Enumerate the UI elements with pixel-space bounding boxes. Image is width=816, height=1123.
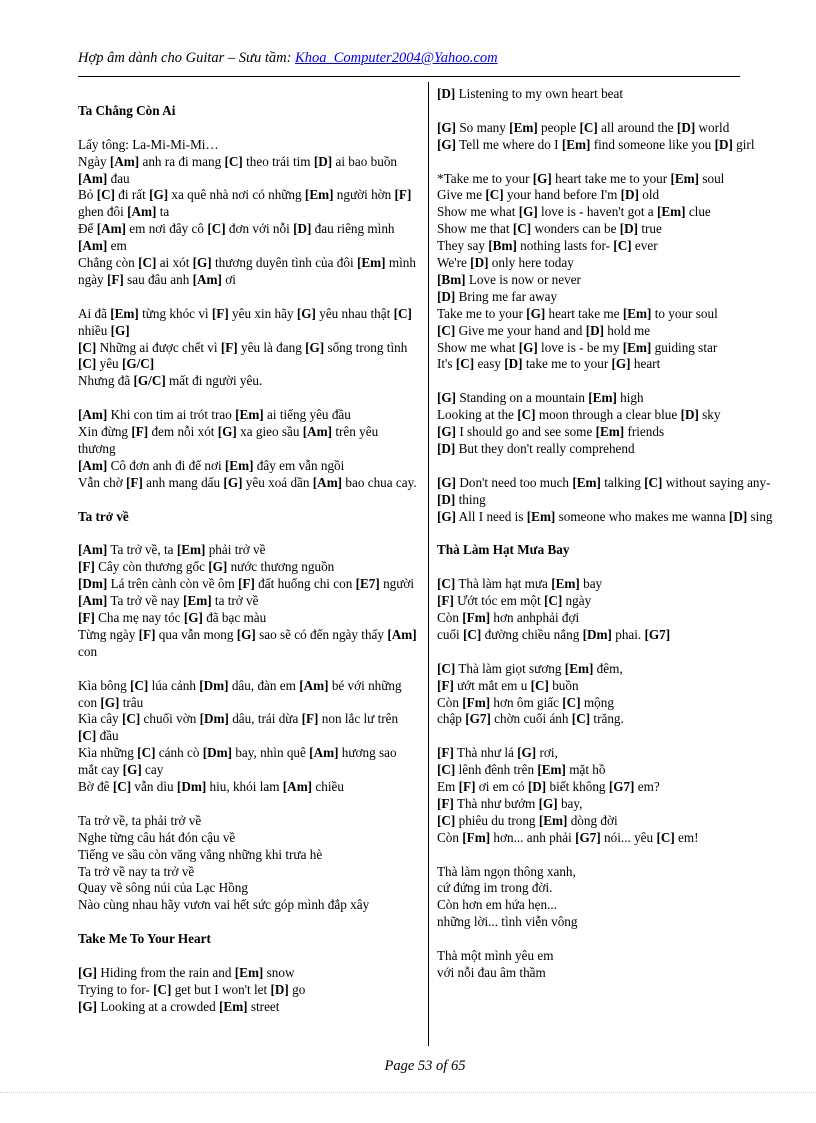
lyric-line: chập [G7] chờn cuối ánh [C] trăng. xyxy=(437,711,624,727)
lyric-line: [C] phiêu du trong [Em] dòng đời xyxy=(437,812,618,828)
lyric-line: Kìa bông [C] lúa cảnh [Dm] dâu, đàn em [Am] bé với những con [G] trâu xyxy=(78,677,402,710)
chord: [G] xyxy=(517,745,537,761)
lyric-line: [F] Ướt tóc em một [C] ngày xyxy=(437,593,592,609)
chord: [Em] xyxy=(551,576,580,592)
footer-rule xyxy=(0,1092,816,1093)
blank-line xyxy=(437,559,782,576)
chord: [G] xyxy=(518,339,538,355)
blank-line xyxy=(437,103,782,120)
chord: [D] xyxy=(527,779,547,795)
lyric-line: [G] Looking at a crowded [Em] street xyxy=(78,998,280,1014)
chord: [Dm] xyxy=(176,779,207,795)
lyric-line: [C] Những ai được chết vì [F] yêu là đang [G] sống trong tình [C] yêu [G/C] xyxy=(78,339,408,372)
lyric-line: *Take me to your [G] heart take me to your [Em] soul xyxy=(437,170,725,186)
blank-line xyxy=(78,525,418,542)
header-rule xyxy=(78,76,740,77)
chord: [Dm] xyxy=(78,576,108,592)
chord: [G] xyxy=(100,694,120,710)
lyric-line: [C] Give me your hand and [D] hold me xyxy=(437,322,651,338)
blank-line xyxy=(437,526,782,543)
lyric-line: [F] Thà như bướm [G] bay, xyxy=(437,795,583,811)
lyric-line: [G] Don't need too much [Em] talking [C] without saying any- [D] thing xyxy=(437,474,771,507)
chord: [D] xyxy=(437,440,456,456)
blank-line xyxy=(78,796,418,813)
chord: [D] xyxy=(714,136,733,152)
chord: [C] xyxy=(644,474,663,490)
lyric-line: [Am] Ta trở về nay [Em] ta trở về xyxy=(78,593,259,609)
lyric-line: cứ đứng im trong đời. xyxy=(437,880,553,896)
lyric-line: Xin đừng [F] đem nỗi xót [G] xa gieo sầu [Am] trên yêu thương xyxy=(78,424,379,456)
chord: [G] xyxy=(526,305,546,321)
chord: [C] xyxy=(437,576,456,592)
chord: [C] xyxy=(437,660,456,676)
chord: [D] xyxy=(728,508,748,524)
chord: [D] xyxy=(293,221,312,237)
lyric-line: [C] Thà làm giọt sương [Em] đêm, xyxy=(437,660,623,676)
lyric-line: Give me [C] your hand before I'm [D] old xyxy=(437,187,660,203)
chord: [Em] xyxy=(572,474,601,490)
lyric-line: [Bm] Love is now or never xyxy=(437,271,581,287)
lyric-line: [G] Tell me where do I [Em] find someone like you [D] girl xyxy=(437,136,755,152)
chord: [C] xyxy=(579,119,598,135)
chord: [G] xyxy=(192,255,212,271)
chord: [Em] xyxy=(219,998,248,1014)
lyric-line: Thà làm ngọn thông xanh, xyxy=(437,863,576,879)
chord: [Am] xyxy=(387,626,417,642)
lyric-line: Ai đã [Em] từng khóc vì [F] yêu xin hãy [G] yêu nhau thật [C] nhiều [G] xyxy=(78,305,412,338)
chord: [C] xyxy=(224,153,243,169)
chord: [Am] xyxy=(78,593,108,609)
lyric-line: cuối [C] đường chiều nắng [Dm] phai. [G7] xyxy=(437,626,671,642)
chord: [Em] xyxy=(526,508,556,524)
chord: [Em] xyxy=(588,390,617,406)
page-footer: Page 53 of 65 xyxy=(384,1058,466,1074)
chord: [F] xyxy=(78,610,95,625)
chord: [C] xyxy=(78,356,97,372)
chord: [Em] xyxy=(224,457,254,473)
lyric-line: Kìa cây [C] chuối vờn [Dm] dâu, trái dừa [F] non lắc lư trên [C] đầu xyxy=(78,711,399,744)
lyric-line: Bỏ [C] đi rất [G] xa quê nhà nơi có những [Em] người hờn [F] ghen đôi [Am] ta xyxy=(78,187,412,220)
lyric-line: [F] Cây còn thương gốc [G] nước thương nguồn xyxy=(78,559,335,575)
lyric-line: Còn [Fm] hơn... anh phải [G7] nói... yêu [C] em! xyxy=(437,829,699,845)
chord: [G] xyxy=(532,170,552,186)
chord: [G] xyxy=(236,626,256,642)
chord: [D] xyxy=(504,356,523,372)
blank-line xyxy=(437,458,782,475)
chord: [C] xyxy=(455,356,475,372)
blank-line xyxy=(78,914,418,931)
chord: [Am] xyxy=(309,745,339,761)
lyric-line: Quay về sông núi của Lạc Hồng xyxy=(78,880,248,896)
lyric-line: They say [Bm] nothing lasts for- [C] ever xyxy=(437,238,658,254)
column-divider xyxy=(428,82,429,1046)
blank-line xyxy=(78,492,418,509)
chord: [G] xyxy=(437,136,457,152)
chord: [F] xyxy=(106,271,124,287)
chord: [C] xyxy=(530,677,549,693)
chord: [Em] xyxy=(110,305,139,321)
chord: [F] xyxy=(301,711,319,727)
chord: [C] xyxy=(112,779,132,795)
chord: [C] xyxy=(121,711,141,727)
chord: [Am] xyxy=(299,677,329,693)
chord: [G] xyxy=(110,322,130,338)
chord: [C] xyxy=(517,407,536,423)
lyric-line: [G] Hiding from the rain and [Em] snow xyxy=(78,964,295,980)
chord: [G7] xyxy=(465,711,491,727)
lyric-line: [D] Bring me far away xyxy=(437,288,558,304)
chord: [E7] xyxy=(355,576,380,592)
chord: [Am] xyxy=(312,474,343,490)
chord: [C] xyxy=(543,593,563,609)
chord: [Em] xyxy=(670,170,700,186)
lyric-line: Còn [Fm] hơn ôm giấc [C] mộng xyxy=(437,694,614,710)
chord: [G7] xyxy=(644,626,671,642)
lyric-line: những lời... tình viễn vông xyxy=(437,914,578,930)
chord: [G] xyxy=(122,762,142,778)
chord: [D] xyxy=(313,153,333,169)
chord: [C] xyxy=(437,322,456,338)
chord: [C] xyxy=(437,762,456,778)
lyric-line: [D] But they don't really comprehend xyxy=(437,440,635,456)
left-column xyxy=(78,86,418,1016)
chord: [Em] xyxy=(235,407,264,423)
chord: [Am] xyxy=(78,170,108,186)
chord: [G] xyxy=(518,204,538,220)
lyric-line: [C] lênh đênh trên [Em] mặt hồ xyxy=(437,762,606,778)
chord: [Em] xyxy=(509,119,538,135)
chord: [Em] xyxy=(537,762,566,778)
lyric-line: Ta trở về, ta phải trở về xyxy=(78,812,202,828)
chord: [F] xyxy=(126,474,143,490)
chord: [Am] xyxy=(127,204,157,220)
chord: [G] xyxy=(223,474,243,490)
chord: [Em] xyxy=(304,187,334,203)
chord: [C] xyxy=(571,711,591,727)
lyric-line: [G] All I need is [Em] someone who makes me wanna [D] sing xyxy=(437,508,773,524)
blank-line xyxy=(437,373,782,390)
chord: [C] xyxy=(78,728,97,744)
blank-line xyxy=(78,390,418,407)
chord: [Em] xyxy=(538,812,568,828)
blank-line xyxy=(437,728,782,745)
chord: [D] xyxy=(619,221,639,237)
lyric-line: [Am] Khi con tim ai trót trao [Em] ai tiếng yêu đầu xyxy=(78,407,351,423)
lyric-line: Để [Am] em nơi đây cô [C] đơn với nỗi [D] đau riêng mình [Am] em xyxy=(78,221,395,254)
lyric-line: Show me that [C] wonders can be [D] true xyxy=(437,221,662,237)
chord: [Em] xyxy=(356,255,386,271)
lyric-line: [F] ướt mắt em u [C] buồn xyxy=(437,677,579,693)
blank-line xyxy=(78,948,418,965)
lyric-line: Lấy tông: La-Mi-Mi-Mi… xyxy=(78,136,219,152)
chord: [Em] xyxy=(564,660,594,676)
chord: [Am] xyxy=(78,542,108,558)
chord: [Em] xyxy=(561,136,591,152)
chord: [Am] xyxy=(78,407,108,423)
chord: [F] xyxy=(394,187,412,203)
lyric-line: Nhưng đã [G/C] mất đi người yêu. xyxy=(78,373,263,389)
lyric-line: Em [F] ơi em có [D] biết không [G7] em? xyxy=(437,779,660,795)
chord: [C] xyxy=(485,187,504,203)
lyric-line: Còn [Fm] hơn anhphải đợi xyxy=(437,610,580,625)
chord: [Am] xyxy=(282,779,313,795)
lyric-line: It's [C] easy [D] take me to your [G] heart xyxy=(437,356,661,372)
lyric-line: [Dm] Lá trên cành còn về ôm [F] đất huống chi con [E7] người xyxy=(78,576,415,592)
chord: [Am] xyxy=(78,238,108,254)
chord: [Em] xyxy=(622,339,652,355)
lyric-line: Còn hơn em hứa hẹn... xyxy=(437,897,557,913)
chord: [F] xyxy=(238,576,255,592)
chord: [Bm] xyxy=(488,238,517,254)
chord: [C] xyxy=(656,829,675,845)
chord: [C] xyxy=(153,981,172,997)
blank-line xyxy=(78,86,418,103)
chord: [Bm] xyxy=(437,271,466,287)
lyric-line: Take me to your [G] heart take me [Em] to your soul xyxy=(437,305,718,321)
blank-line xyxy=(437,931,782,948)
blank-line xyxy=(437,847,782,864)
chord: [C] xyxy=(437,812,456,828)
song-title: Take Me To Your Heart xyxy=(78,931,211,947)
chord: [Am] xyxy=(192,271,222,287)
blank-line xyxy=(437,154,782,171)
chord: [F] xyxy=(458,779,476,795)
chord: [C] xyxy=(207,221,226,237)
chord: [G] xyxy=(437,474,457,490)
lyric-line: Thà một mình yêu em xyxy=(437,948,554,964)
chord: [D] xyxy=(585,322,604,338)
lyric-line: [D] Listening to my own heart beat xyxy=(437,86,624,101)
chord: [F] xyxy=(437,745,454,761)
header-text: Hợp âm dành cho Guitar – Sưu tầm: xyxy=(78,50,296,66)
chord: [D] xyxy=(676,119,696,135)
chord: [G] xyxy=(78,964,98,980)
chord: [D] xyxy=(470,255,489,271)
chord: [C] xyxy=(130,677,149,693)
chord: [G] xyxy=(78,998,98,1014)
lyric-line: Trying to for- [C] get but I won't let [D] go xyxy=(78,981,306,997)
chord: [G] xyxy=(149,187,169,203)
chord: [G] xyxy=(437,390,457,406)
chord: [G] xyxy=(296,305,316,321)
chord: [C] xyxy=(138,255,157,271)
chord: [Dm] xyxy=(582,626,612,642)
chord: [Fm] xyxy=(462,694,491,710)
chord: [G] xyxy=(305,339,325,355)
chord: [Fm] xyxy=(462,610,491,625)
chord: [Am] xyxy=(78,457,108,473)
chord: [G] xyxy=(208,559,228,575)
chord: [Em] xyxy=(595,424,625,440)
chord: [Dm] xyxy=(199,711,229,727)
lyric-line: [Am] Cô đơn anh đi để nơi [Em] đây em vẫn ngồi xyxy=(78,457,345,473)
chord: [Em] xyxy=(656,204,686,220)
chord: [G/C] xyxy=(121,356,155,372)
lyric-line: Bờ đê [C] vẫn dìu [Dm] hiu, khói lam [Am] chiều xyxy=(78,779,344,795)
lyric-line: We're [D] only here today xyxy=(437,255,574,271)
lyric-line: [F] Cha mẹ nay tóc [G] đã bạc màu xyxy=(78,610,267,625)
page-header xyxy=(78,50,778,67)
chord: [G] xyxy=(437,508,457,524)
chord: [G] xyxy=(217,424,237,440)
lyric-line: Vẫn chờ [F] anh mang dấu [G] yêu xoá dần [Am] bao chua cay. xyxy=(78,474,417,490)
right-column xyxy=(437,86,782,982)
chord: [F] xyxy=(138,626,156,642)
chord: [D] xyxy=(437,491,456,507)
chord: [C] xyxy=(137,745,156,761)
lyric-line: Nào cùng nhau hãy vươn vai hết sức góp mình đắp xây xyxy=(78,897,370,913)
lyric-line: [F] Thà như lá [G] rơi, xyxy=(437,745,558,761)
chord: [D] xyxy=(437,288,456,304)
lyric-line: Looking at the [C] moon through a clear blue [D] sky xyxy=(437,407,721,423)
chord: [Dm] xyxy=(199,677,229,693)
chord: [G7] xyxy=(608,779,635,795)
lyric-line: Chẳng còn [C] ai xót [G] thương duyên tình của đôi [Em] mình ngày [F] sau đâu anh [Am] ơi xyxy=(78,255,416,287)
chord: [F] xyxy=(437,795,454,811)
chord: [C] xyxy=(463,626,482,642)
lyric-line: Ngày [Am] anh ra đi mang [C] theo trái tim [D] ai bao buồn [Am] đau xyxy=(78,153,398,186)
chord: [Em] xyxy=(183,593,212,609)
song-title: Ta Chẳng Còn Ai xyxy=(78,102,176,118)
chord: [G] xyxy=(538,795,558,811)
chord: [Em] xyxy=(176,542,206,558)
lyric-line: Kìa những [C] cánh cò [Dm] bay, nhìn quê [Am] hương sao mắt cay [G] cay xyxy=(78,745,397,778)
chord: [G] xyxy=(437,424,457,440)
chord: [G/C] xyxy=(133,373,166,389)
chord: [C] xyxy=(78,339,97,355)
lyric-line: Tiếng ve sầu còn văng vẳng những khi trưa hè xyxy=(78,846,323,862)
chord: [F] xyxy=(211,305,229,321)
song-title: Ta trở về xyxy=(78,508,129,524)
blank-line xyxy=(437,644,782,661)
chord: [D] xyxy=(620,187,639,203)
lyric-line: [C] Thà làm hạt mưa [Em] bay xyxy=(437,576,603,592)
blank-line xyxy=(78,661,418,678)
chord: [Am] xyxy=(302,424,333,440)
chord: [F] xyxy=(437,593,454,609)
chord: [G] xyxy=(611,356,631,372)
lyric-line: [G] Standing on a mountain [Em] high xyxy=(437,390,644,406)
chord: [Am] xyxy=(109,153,140,169)
lyric-line: [G] So many [Em] people [C] all around the [D] world xyxy=(437,119,730,135)
chord: [Em] xyxy=(234,964,264,980)
blank-line xyxy=(78,120,418,137)
header-email-link[interactable]: Khoa_Computer2004@Yahoo.com xyxy=(295,50,498,66)
chord: [F] xyxy=(131,424,149,440)
lyric-line: với nỗi đau âm thầm xyxy=(437,964,546,980)
lyric-line: [G] I should go and see some [Em] friends xyxy=(437,424,665,440)
chord: [Fm] xyxy=(462,829,491,845)
lyric-line: Show me what [G] love is - be my [Em] guiding star xyxy=(437,339,718,355)
chord: [F] xyxy=(220,339,238,355)
chord: [C] xyxy=(96,187,115,203)
chord: [D] xyxy=(680,407,699,423)
chord: [C] xyxy=(613,238,632,254)
chord: [Am] xyxy=(96,221,126,237)
chord: [Em] xyxy=(622,305,652,321)
chord: [C] xyxy=(512,221,532,237)
lyric-line: Nghe từng câu hát đón cậu về xyxy=(78,829,236,845)
song-title: Thà Làm Hạt Mưa Bay xyxy=(437,542,570,558)
chord: [Dm] xyxy=(202,745,233,761)
chord: [D] xyxy=(437,86,456,101)
chord: [G7] xyxy=(575,829,601,845)
chord: [C] xyxy=(393,305,412,321)
chord: [G] xyxy=(183,610,203,625)
lyric-line: Show me what [G] love is - haven't got a [Em] clue xyxy=(437,204,711,220)
chord: [F] xyxy=(78,559,95,575)
chord: [D] xyxy=(270,981,289,997)
lyric-line: Ta trở về nay ta trở về xyxy=(78,863,195,879)
lyric-line: [Am] Ta trở về, ta [Em] phải trở về xyxy=(78,542,266,558)
lyric-line: Từng ngày [F] qua vẫn mong [G] sao sẽ có đến ngày thấy [Am] con xyxy=(78,626,417,659)
blank-line xyxy=(78,289,418,306)
chord: [F] xyxy=(437,677,454,693)
chord: [C] xyxy=(562,694,581,710)
chord: [G] xyxy=(437,119,457,135)
